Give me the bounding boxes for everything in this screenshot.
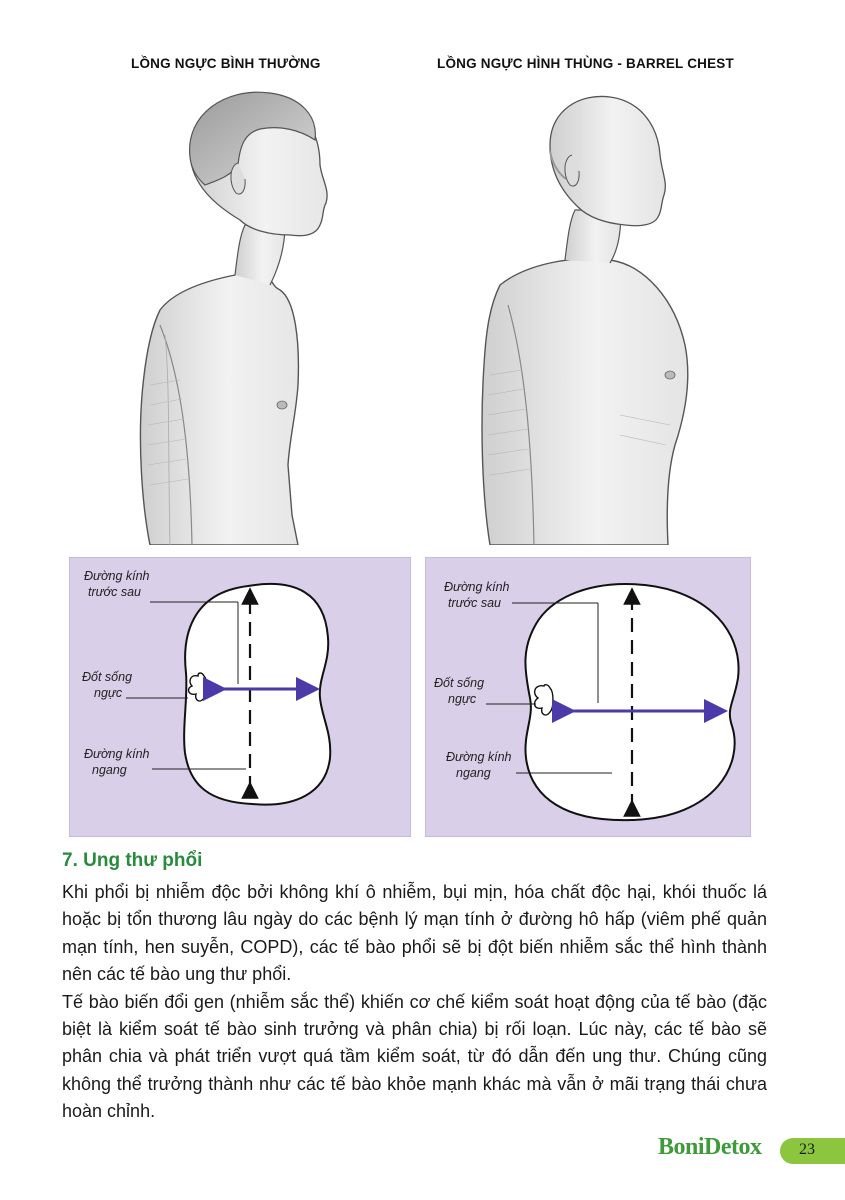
paragraph: Khi phổi bị nhiễm độc bởi không khí ô nhiễm, bụi mịn, hóa chất độc hại, khói thuốc lá hoặc bị tổn thương lâu ngày do các bệnh lý mạn tính ở đường hô hấp (viêm phế quản mạn tính, hen suyễn, COPD), các tế bào phổi sẽ bị đột biến nhiễm sắc thể hình thành nên các tế bào ung thư phổi.: [62, 882, 767, 985]
label-ap-diameter-line1: Đường kính: [84, 569, 150, 583]
label-thoracic-vertebra-line2: ngực: [94, 686, 123, 700]
label-thoracic-vertebra-line1: Đốt sống: [82, 670, 133, 684]
diagram-normal-cross-section: [69, 557, 411, 837]
section-body: [62, 879, 767, 1126]
diagram-barrel-cross-section: [425, 557, 751, 837]
illustration-barrel-chest: [470, 85, 730, 545]
figure-caption-normal-chest: LỒNG NGỰC BÌNH THƯỜNG: [131, 56, 321, 71]
illustration-normal-chest: [120, 85, 410, 545]
figure-caption-barrel-chest: LỒNG NGỰC HÌNH THÙNG - BARREL CHEST: [437, 56, 734, 71]
label-ap-diameter-line2: trước sau: [448, 596, 501, 610]
paragraph: Tế bào biến đổi gen (nhiễm sắc thể) khiến cơ chế kiểm soát hoạt động của tế bào (đặc biệt là kiểm soát tế bào sinh trưởng và phân chia) bị rối loạn. Lúc này, các tế bào sẽ phân chia và phát triển vượt quá tầm kiểm soát, từ đó dẫn đến ung thư. Chúng cũng không thể trưởng thành như các tế bào khỏe mạnh khác mà vẫn ở mãi trạng thái chưa hoàn chỉnh.: [62, 991, 767, 1122]
label-transverse-diameter-line1: Đường kính: [446, 750, 512, 764]
page-number-tab: [780, 1138, 845, 1164]
page-number: 23: [799, 1141, 815, 1158]
label-transverse-diameter-line2: ngang: [92, 763, 127, 777]
section-title: 7. Ung thư phổi: [62, 850, 203, 871]
label-ap-diameter-line2: trước sau: [88, 585, 141, 599]
label-transverse-diameter-line2: ngang: [456, 766, 491, 780]
label-thoracic-vertebra-line1: Đốt sống: [434, 676, 485, 690]
label-ap-diameter-line1: Đường kính: [444, 580, 510, 594]
label-transverse-diameter-line1: Đường kính: [84, 747, 150, 761]
brand-logo: BoniDetox: [658, 1134, 762, 1160]
label-thoracic-vertebra-line2: ngực: [448, 692, 477, 706]
